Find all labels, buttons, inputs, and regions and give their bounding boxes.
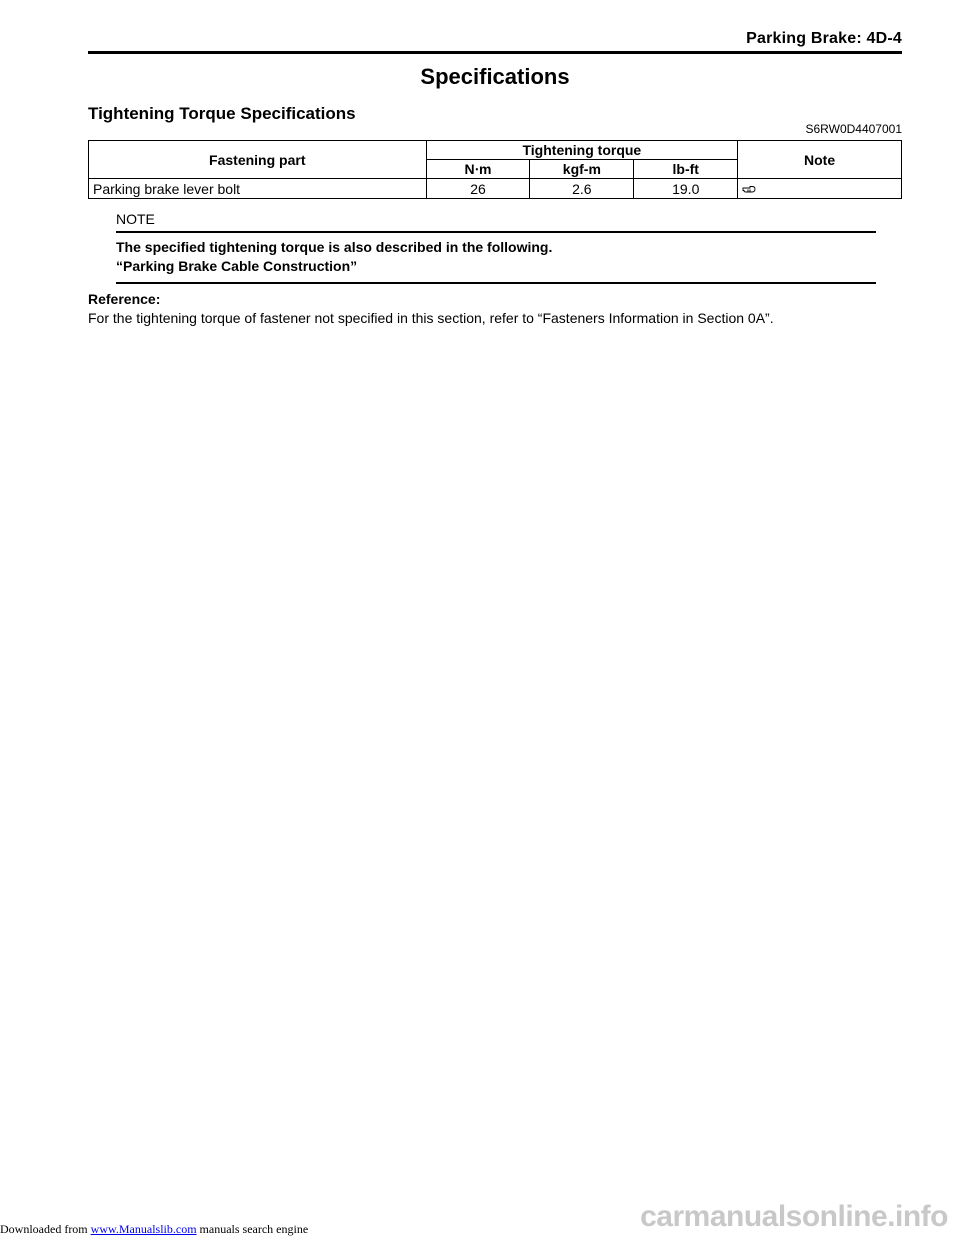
header-unit-nm: N⋅m: [426, 160, 530, 179]
note-rule-top: [116, 231, 876, 233]
manualslib-link[interactable]: www.Manualslib.com: [90, 1222, 197, 1236]
footer-prefix: Downloaded from: [0, 1222, 91, 1236]
header-unit-kgfm: kgf-m: [530, 160, 634, 179]
cell-kgfm: 2.6: [530, 179, 634, 199]
note-rule-bottom: [116, 282, 876, 284]
header-unit-lbft: lb-ft: [634, 160, 738, 179]
note-line-2: “Parking Brake Cable Construction”: [116, 258, 358, 274]
header-tightening-torque: Tightening torque: [426, 141, 738, 160]
reference-label: Reference:: [88, 291, 161, 307]
cell-note: [738, 179, 902, 199]
section-title: Tightening Torque Specifications: [88, 104, 356, 123]
reference-text: For the tightening torque of fastener not specified in this section, refer to “Fasteners Information in Section 0A”.: [88, 310, 774, 326]
torque-spec-table: [88, 140, 902, 199]
table-row: [89, 179, 902, 199]
cell-lbft: 19.0: [634, 179, 738, 199]
cell-nm: 26: [426, 179, 530, 199]
download-footer: [0, 1222, 308, 1237]
footer-suffix: manuals search engine: [196, 1222, 309, 1236]
note-label: NOTE: [116, 211, 155, 227]
running-header: Parking Brake: 4D-4: [746, 30, 902, 47]
header-fastening-part: Fastening part: [89, 141, 427, 179]
note-body: [116, 238, 552, 276]
header-rule: [88, 51, 902, 54]
header-note: Note: [738, 141, 902, 179]
watermark: carmanualsonline.info: [640, 1200, 948, 1233]
section-code: S6RW0D4407001: [805, 122, 902, 136]
table-header-row: [89, 141, 902, 160]
pointing-hand-icon: [742, 180, 756, 198]
cell-part: Parking brake lever bolt: [89, 179, 427, 199]
page-title: Specifications: [420, 64, 570, 89]
note-line-1: The specified tightening torque is also described in the following.: [116, 239, 553, 255]
